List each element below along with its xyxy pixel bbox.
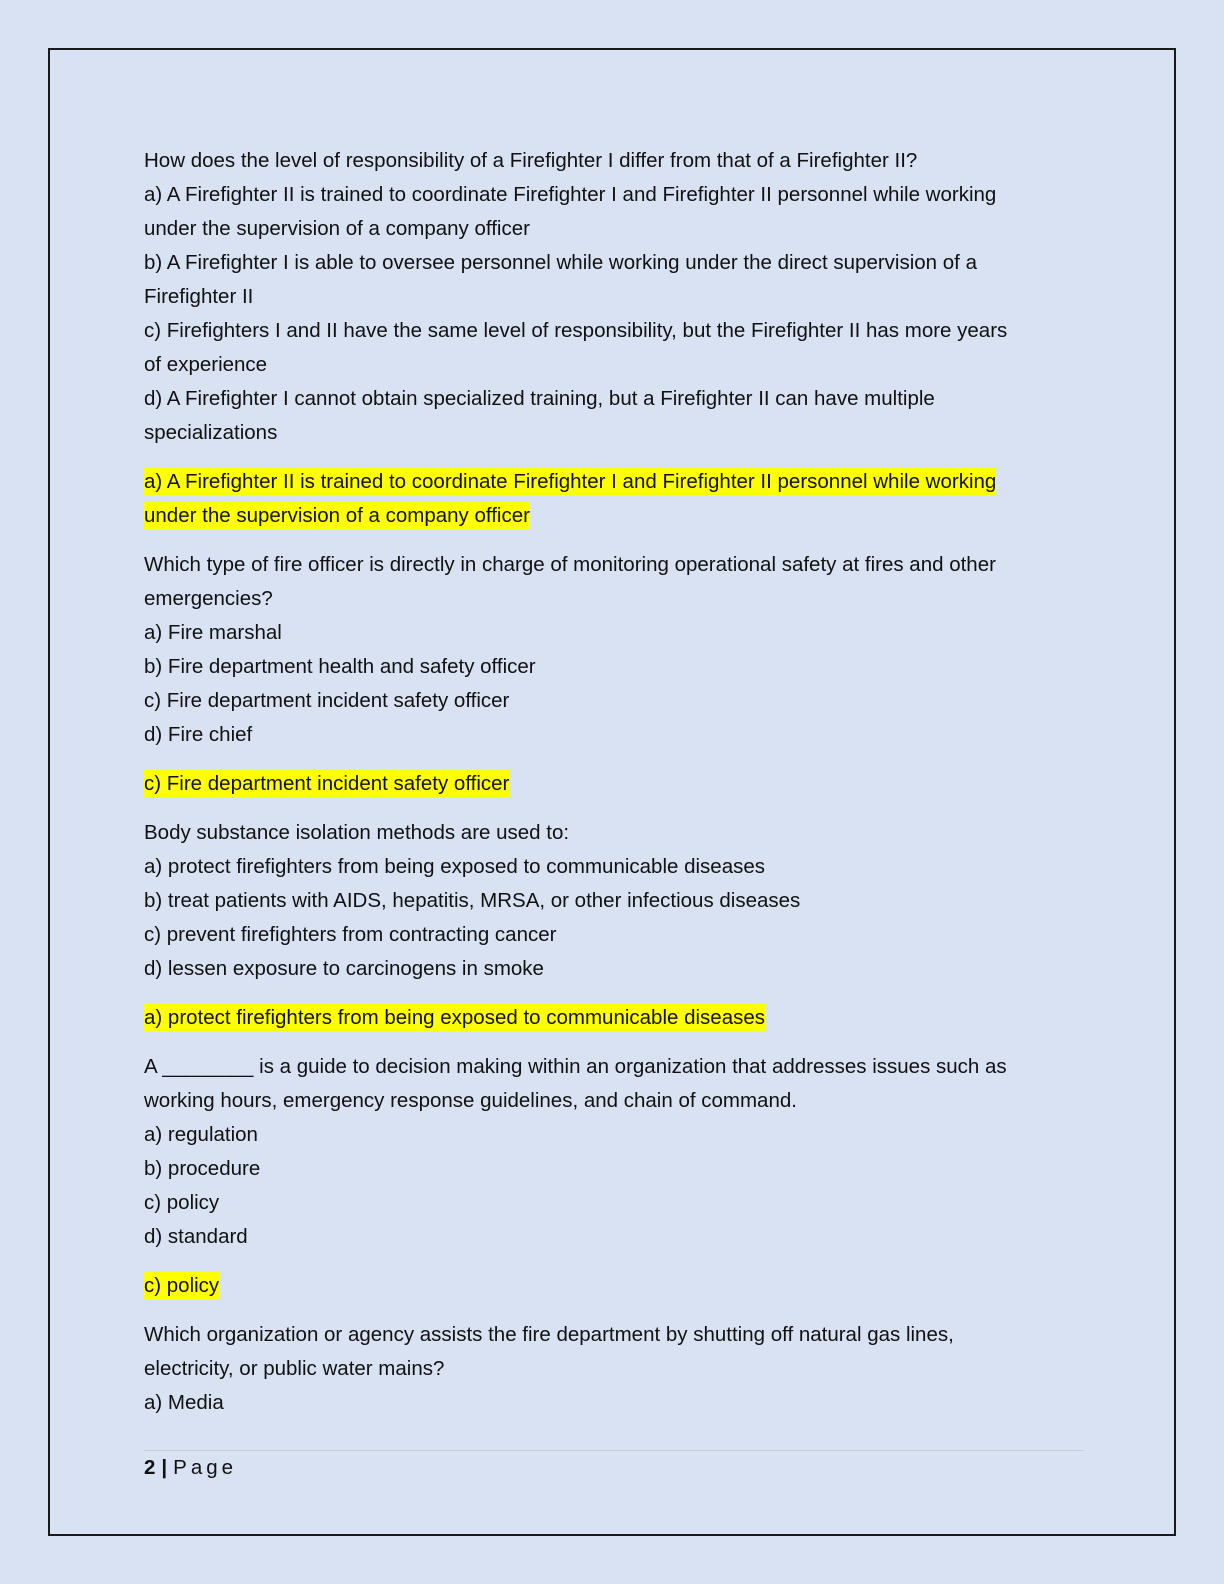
question-3: [144, 816, 1084, 986]
question-4: [144, 1050, 1084, 1254]
option-line: d) lessen exposure to carcinogens in smoke: [144, 957, 544, 980]
option-line: c) Firefighters I and II have the same level of responsibility, but the Firefighter II has more years: [144, 319, 1008, 342]
answer-2: [144, 767, 1084, 801]
question-stem-line: emergencies?: [144, 587, 273, 610]
highlighted-answer-line: a) protect firefighters from being exposed to communicable diseases: [144, 1006, 766, 1029]
answer-1: [144, 465, 1084, 533]
answer-4: [144, 1269, 1084, 1303]
option-line: b) procedure: [144, 1157, 261, 1180]
highlighted-answer-line: c) Fire department incident safety officer: [144, 772, 510, 795]
question-1: [144, 144, 1084, 450]
highlighted-answer-line: c) policy: [144, 1274, 220, 1297]
option-line: of experience: [144, 353, 268, 376]
highlighted-answer-line: under the supervision of a company officer: [144, 504, 530, 527]
question-2: [144, 548, 1084, 752]
answer-3: [144, 1001, 1084, 1035]
page-label: Page: [173, 1456, 238, 1479]
option-line: c) policy: [144, 1191, 220, 1214]
question-stem-line: Body substance isolation methods are used to:: [144, 821, 570, 844]
option-line: Firefighter II: [144, 285, 254, 308]
question-stem-line: electricity, or public water mains?: [144, 1357, 445, 1380]
option-line: d) standard: [144, 1225, 248, 1248]
question-stem-line: Which type of fire officer is directly in charge of monitoring operational safety at fires and other: [144, 553, 996, 576]
option-line: d) A Firefighter I cannot obtain specialized training, but a Firefighter II can have multiple: [144, 387, 935, 410]
option-line: b) treat patients with AIDS, hepatitis, MRSA, or other infectious diseases: [144, 889, 801, 912]
option-line: under the supervision of a company officer: [144, 217, 530, 240]
question-stem-line: A ________ is a guide to decision making within an organization that addresses issues such as: [144, 1055, 1007, 1078]
option-line: b) Fire department health and safety officer: [144, 655, 536, 678]
page-number: 2: [144, 1456, 156, 1479]
question-stem-line: Which organization or agency assists the fire department by shutting off natural gas lines,: [144, 1323, 954, 1346]
footer-separator: |: [161, 1456, 168, 1479]
option-line: a) Fire marshal: [144, 621, 282, 644]
option-line: b) A Firefighter I is able to oversee personnel while working under the direct supervision of a: [144, 251, 977, 274]
option-line: d) Fire chief: [144, 723, 253, 746]
highlighted-answer-line: a) A Firefighter II is trained to coordinate Firefighter I and Firefighter II personnel while working: [144, 470, 997, 493]
question-stem-line: How does the level of responsibility of a Firefighter I differ from that of a Firefighter II?: [144, 149, 918, 172]
question-stem-line: working hours, emergency response guidelines, and chain of command.: [144, 1089, 797, 1112]
option-line: a) regulation: [144, 1123, 258, 1146]
page-footer: [144, 1450, 1084, 1483]
option-line: specializations: [144, 421, 278, 444]
option-line: c) prevent firefighters from contracting cancer: [144, 923, 557, 946]
option-line: a) A Firefighter II is trained to coordinate Firefighter I and Firefighter II personnel while working: [144, 183, 997, 206]
document-body: [144, 144, 1084, 1420]
option-line: a) Media: [144, 1391, 224, 1414]
option-line: a) protect firefighters from being exposed to communicable diseases: [144, 855, 766, 878]
option-line: c) Fire department incident safety officer: [144, 689, 510, 712]
question-5: [144, 1318, 1084, 1420]
